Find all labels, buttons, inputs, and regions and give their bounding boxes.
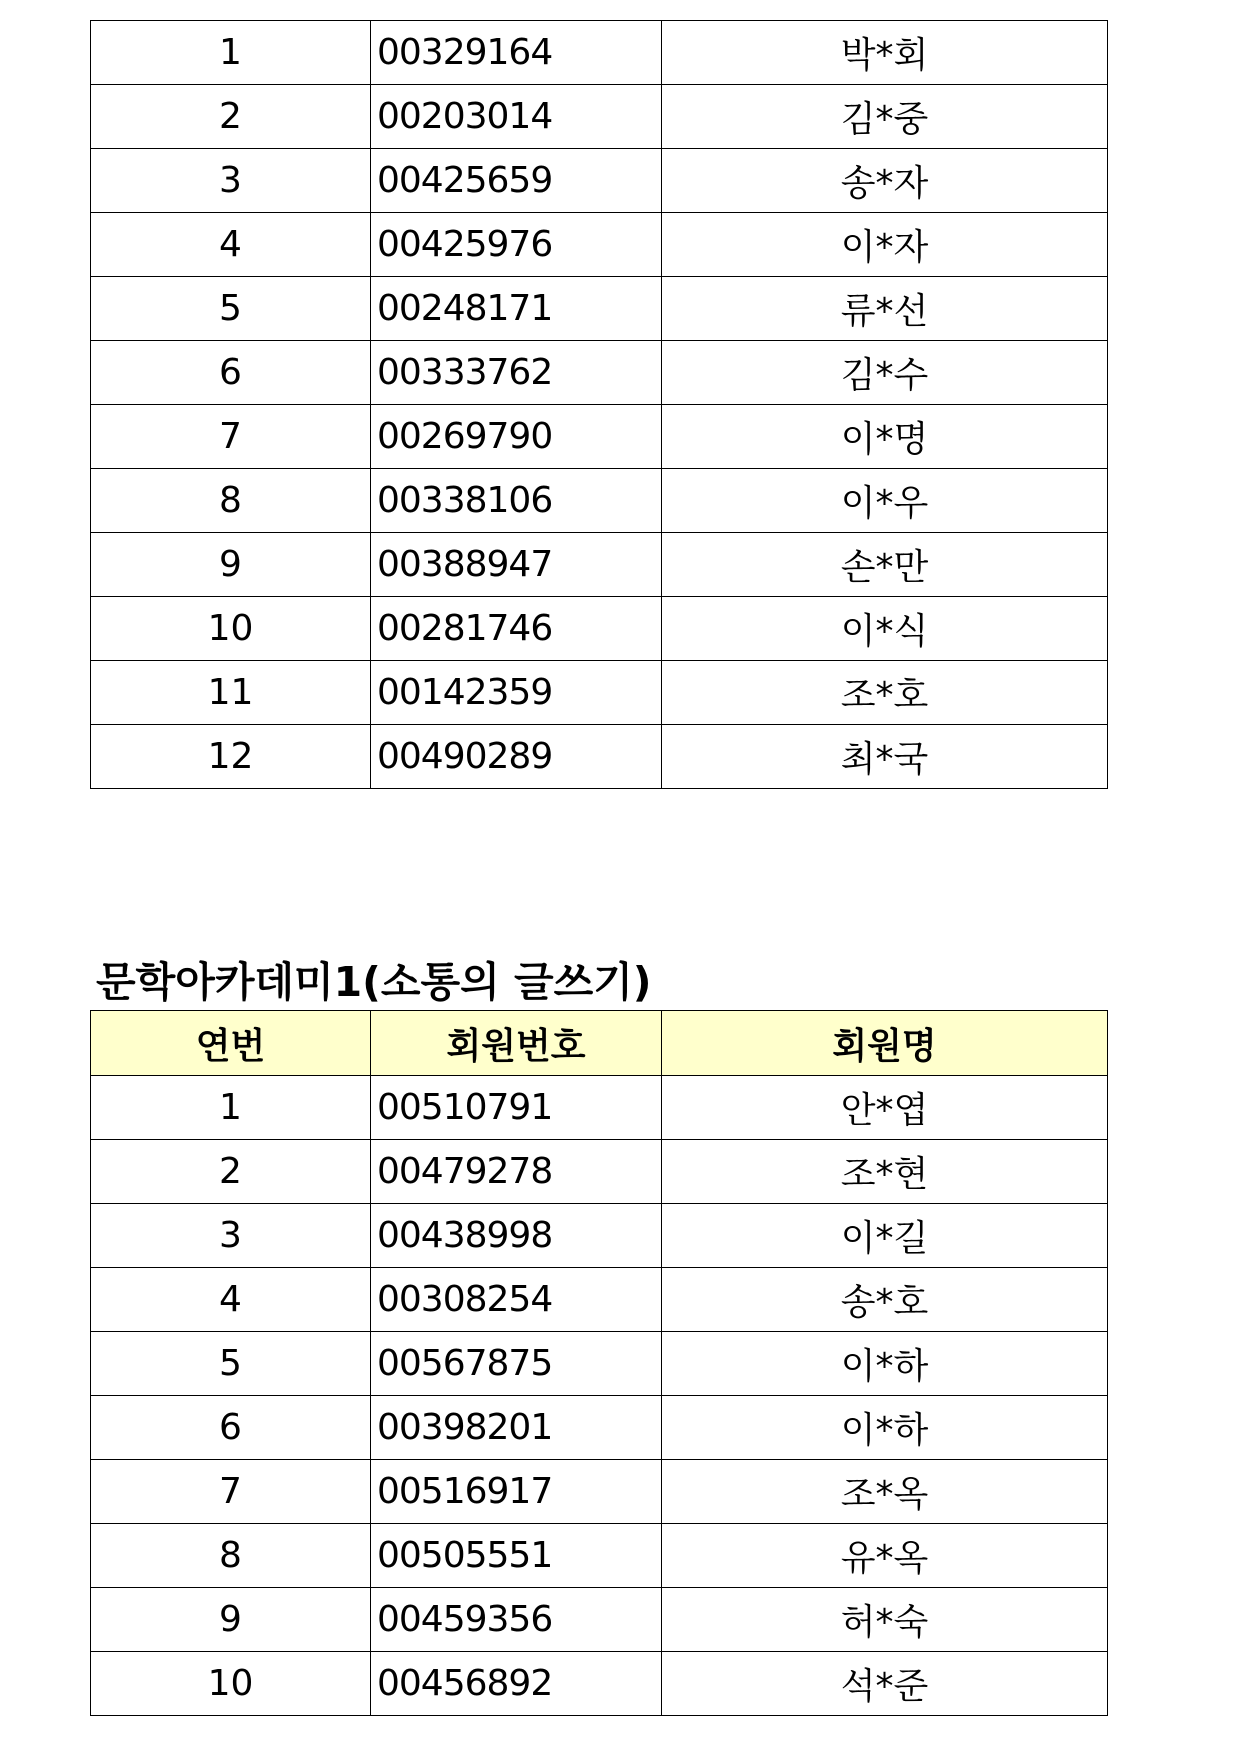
row-number: 10 <box>91 597 371 661</box>
row-number: 3 <box>91 149 371 213</box>
table-row <box>91 1460 1108 1524</box>
row-number: 3 <box>91 1204 371 1268</box>
member-id: 00388947 <box>371 533 662 597</box>
member-id: 00425976 <box>371 213 662 277</box>
member-table-1-body <box>91 21 1108 789</box>
member-name: 최*국 <box>662 725 1108 789</box>
member-name: 송*자 <box>662 149 1108 213</box>
member-id: 00479278 <box>371 1140 662 1204</box>
member-table-2-body <box>91 1076 1108 1716</box>
table-row <box>91 213 1108 277</box>
row-number: 2 <box>91 85 371 149</box>
member-name: 이*자 <box>662 213 1108 277</box>
member-id: 00281746 <box>371 597 662 661</box>
table-row <box>91 405 1108 469</box>
row-number: 6 <box>91 341 371 405</box>
header-member-id: 회원번호 <box>371 1011 662 1076</box>
table-row <box>91 1396 1108 1460</box>
member-name: 김*수 <box>662 341 1108 405</box>
row-number: 12 <box>91 725 371 789</box>
table-row <box>91 1076 1108 1140</box>
member-id: 00248171 <box>371 277 662 341</box>
member-name: 이*하 <box>662 1332 1108 1396</box>
member-id: 00425659 <box>371 149 662 213</box>
header-number: 연번 <box>91 1011 371 1076</box>
member-id: 00329164 <box>371 21 662 85</box>
member-name: 이*명 <box>662 405 1108 469</box>
table-row <box>91 661 1108 725</box>
member-id: 00510791 <box>371 1076 662 1140</box>
table-row <box>91 341 1108 405</box>
table-header <box>91 1011 1108 1076</box>
member-name: 송*호 <box>662 1268 1108 1332</box>
member-id: 00338106 <box>371 469 662 533</box>
table-row <box>91 1140 1108 1204</box>
table-row <box>91 533 1108 597</box>
table-row <box>91 85 1108 149</box>
row-number: 9 <box>91 1588 371 1652</box>
row-number: 7 <box>91 1460 371 1524</box>
row-number: 9 <box>91 533 371 597</box>
row-number: 5 <box>91 1332 371 1396</box>
member-name: 이*식 <box>662 597 1108 661</box>
member-id: 00438998 <box>371 1204 662 1268</box>
table-row <box>91 1332 1108 1396</box>
member-name: 허*숙 <box>662 1588 1108 1652</box>
member-id: 00459356 <box>371 1588 662 1652</box>
member-name: 류*선 <box>662 277 1108 341</box>
table-row <box>91 1524 1108 1588</box>
member-name: 김*중 <box>662 85 1108 149</box>
member-name: 석*준 <box>662 1652 1108 1716</box>
member-id: 00567875 <box>371 1332 662 1396</box>
row-number: 1 <box>91 21 371 85</box>
row-number: 5 <box>91 277 371 341</box>
row-number: 10 <box>91 1652 371 1716</box>
row-number: 2 <box>91 1140 371 1204</box>
row-number: 11 <box>91 661 371 725</box>
row-number: 7 <box>91 405 371 469</box>
member-id: 00490289 <box>371 725 662 789</box>
row-number: 1 <box>91 1076 371 1140</box>
member-name: 조*호 <box>662 661 1108 725</box>
table-row <box>91 149 1108 213</box>
member-table-2 <box>90 1010 1108 1716</box>
member-id: 00516917 <box>371 1460 662 1524</box>
header-member-name: 회원명 <box>662 1011 1108 1076</box>
member-name: 조*옥 <box>662 1460 1108 1524</box>
row-number: 8 <box>91 469 371 533</box>
member-id: 00333762 <box>371 341 662 405</box>
table-row <box>91 469 1108 533</box>
row-number: 4 <box>91 1268 371 1332</box>
member-id: 00456892 <box>371 1652 662 1716</box>
table-row <box>91 1652 1108 1716</box>
member-id: 00142359 <box>371 661 662 725</box>
row-number: 6 <box>91 1396 371 1460</box>
table-row <box>91 1588 1108 1652</box>
section-title: 문학아카데미1(소통의 글쓰기) <box>96 958 652 1006</box>
member-id: 00308254 <box>371 1268 662 1332</box>
member-name: 이*우 <box>662 469 1108 533</box>
row-number: 8 <box>91 1524 371 1588</box>
member-id: 00269790 <box>371 405 662 469</box>
table-row <box>91 1204 1108 1268</box>
table-row <box>91 21 1108 85</box>
member-name: 조*현 <box>662 1140 1108 1204</box>
member-id: 00505551 <box>371 1524 662 1588</box>
member-name: 이*길 <box>662 1204 1108 1268</box>
row-number: 4 <box>91 213 371 277</box>
member-id: 00398201 <box>371 1396 662 1460</box>
table-row <box>91 277 1108 341</box>
member-name: 박*회 <box>662 21 1108 85</box>
member-table-1 <box>90 20 1108 789</box>
header-row <box>91 1011 1108 1076</box>
table-row <box>91 725 1108 789</box>
table-row <box>91 1268 1108 1332</box>
member-name: 안*엽 <box>662 1076 1108 1140</box>
table-row <box>91 597 1108 661</box>
member-name: 이*하 <box>662 1396 1108 1460</box>
member-name: 손*만 <box>662 533 1108 597</box>
member-name: 유*옥 <box>662 1524 1108 1588</box>
member-id: 00203014 <box>371 85 662 149</box>
